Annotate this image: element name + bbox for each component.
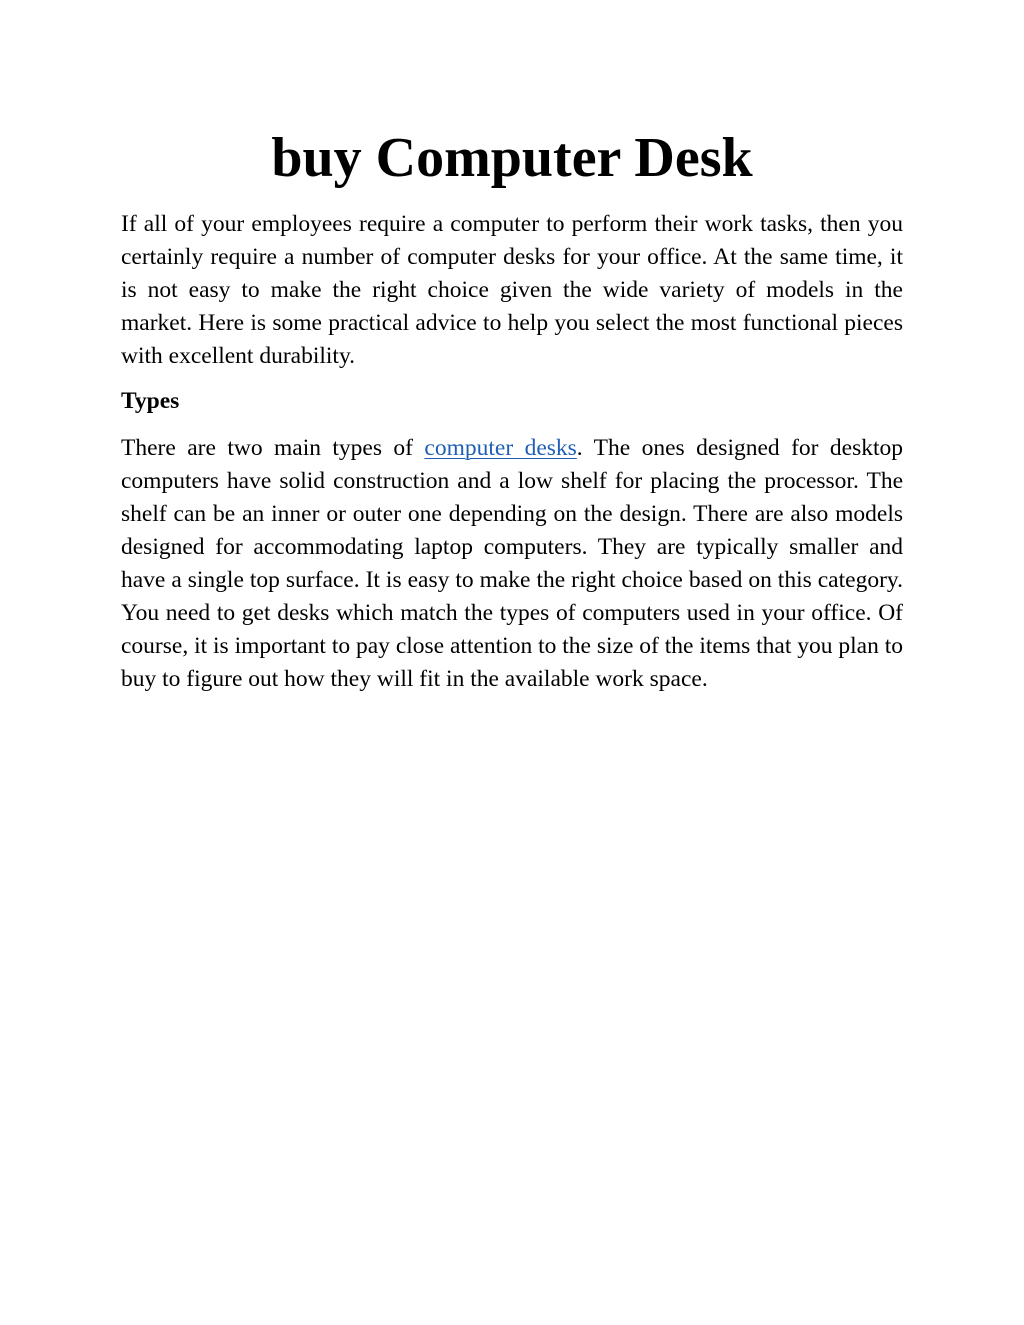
document-page [121, 0, 903, 696]
section-heading-types: Types [121, 388, 180, 414]
types-text-before-link: There are two main types of [121, 435, 425, 461]
types-paragraph [121, 432, 903, 696]
types-text-after-link: . The ones designed for desktop computers have solid construction and a low shelf for placing the processor. The shelf can be an inner or outer one depending on the design. There are also models designed for accommodating laptop computers. They are typically smaller and have a single top surface. It is easy to make the right choice based on this category. You need to get desks which match the types of computers used in your office. Of course, it is important to pay close attention to the size of the items that you plan to buy to figure out how they will fit in the available work space. [121, 435, 903, 692]
intro-paragraph: If all of your employees require a computer to perform their work tasks, then you certainly require a number of computer desks for your office. At the same time, it is not easy to make the right choice given the wide variety of models in the market. Here is some practical advice to help you select the most functional pieces with excellent durability. [121, 211, 903, 369]
computer-desks-link[interactable]: computer desks [424, 435, 577, 461]
page-title: buy Computer Desk [271, 127, 753, 189]
